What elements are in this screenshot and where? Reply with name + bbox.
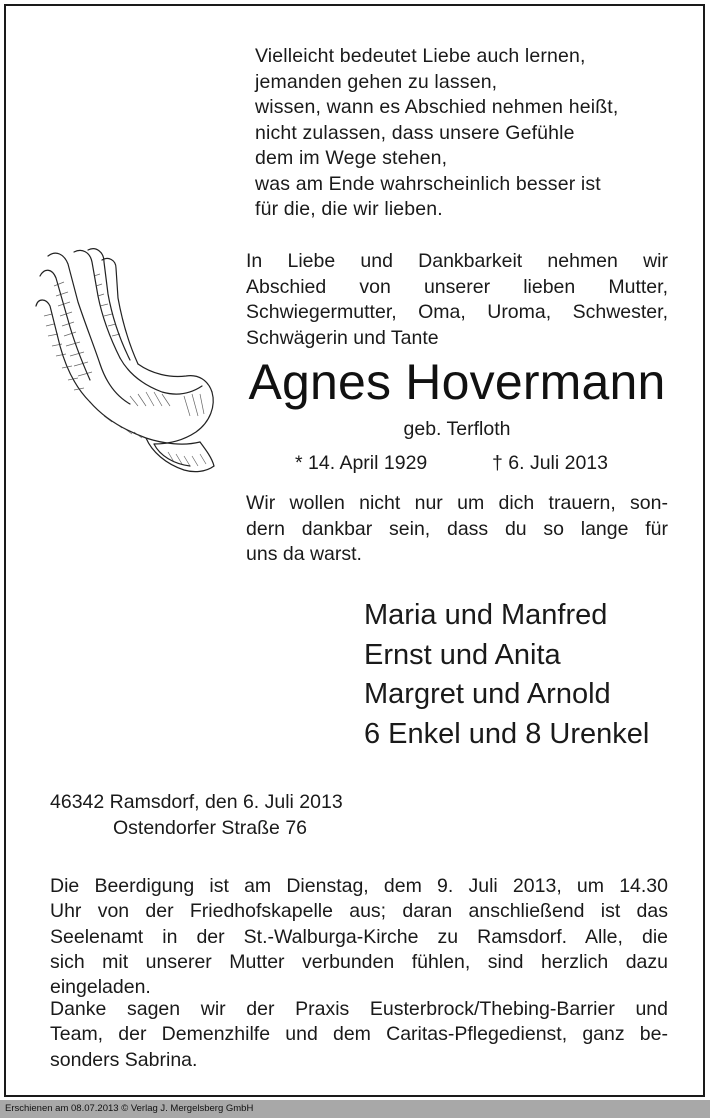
- funeral-line: sich mit unserer Mutter verbunden fühlen, sind herzlich dazu: [50, 950, 668, 973]
- intro-line: In Liebe und Dankbarkeit nehmen wir: [246, 250, 668, 272]
- acknowledgement-line: sonders Sabrina.: [50, 1048, 198, 1071]
- funeral-line: Die Beerdigung ist am Dienstag, dem 9. Juli 2013, um 14.30: [50, 875, 668, 897]
- acknowledgement: [50, 997, 668, 1073]
- funeral-notice: [50, 874, 668, 1000]
- family-member: Ernst und Anita: [364, 638, 561, 671]
- mourning-paragraph: [246, 491, 668, 568]
- address-block: [50, 789, 450, 841]
- family-member: Margret und Arnold: [364, 678, 611, 710]
- family-member: Maria und Manfred: [364, 599, 608, 631]
- maiden-name: geb. Terfloth: [403, 418, 511, 440]
- poem-line: Vielleicht bedeutet Liebe auch lernen,: [255, 45, 586, 67]
- poem-line: jemanden gehen zu lassen,: [255, 70, 498, 93]
- family-signatures: [364, 596, 684, 754]
- street-address: Ostendorfer Straße 76: [113, 817, 308, 839]
- poem: [255, 44, 675, 223]
- publication-footer: [0, 1100, 710, 1118]
- praying-hands-icon: [34, 246, 220, 478]
- poem-line: was am Ende wahrscheinlich besser ist: [255, 172, 601, 195]
- poem-line: für die, die wir lieben.: [255, 198, 443, 220]
- deceased-name: Agnes Hovermann: [248, 354, 666, 410]
- funeral-line: Uhr von der Friedhofskapelle aus; daran anschließend ist das: [50, 900, 668, 923]
- mourning-line: Wir wollen nicht nur um dich trauern, son-: [246, 492, 668, 514]
- funeral-line: Seelenamt in der St.-Walburga-Kirche zu Ramsdorf. Alle, die: [50, 925, 668, 948]
- acknowledgement-line: Danke sagen wir der Praxis Eusterbrock/Thebing-Barrier und: [50, 998, 668, 1020]
- poem-line: dem im Wege stehen,: [255, 147, 448, 169]
- intro-line: Schwiegermutter, Oma, Uroma, Schwester,: [246, 301, 668, 323]
- birth-date: * 14. April 1929: [295, 452, 428, 474]
- intro-text: [246, 249, 668, 351]
- family-member: 6 Enkel und 8 Urenkel: [364, 717, 650, 750]
- acknowledgement-line: Team, der Demenzhilfe und dem Caritas-Pflegedienst, ganz be-: [50, 1023, 668, 1046]
- intro-line: Abschied von unserer lieben Mutter,: [246, 275, 668, 298]
- mourning-line: dern dankbar sein, dass du so lange für: [246, 517, 668, 540]
- mourning-line: uns da warst.: [246, 543, 362, 565]
- death-date: † 6. Juli 2013: [492, 452, 609, 474]
- publication-credit: Erschienen am 08.07.2013 © Verlag J. Mergelsberg GmbH: [5, 1103, 254, 1114]
- place-date: 46342 Ramsdorf, den 6. Juli 2013: [50, 791, 343, 813]
- intro-line: Schwägerin und Tante: [246, 326, 439, 349]
- funeral-line: eingeladen.: [50, 976, 151, 999]
- obituary-frame: [4, 4, 705, 1097]
- poem-line: wissen, wann es Abschied nehmen heißt,: [255, 96, 619, 118]
- poem-line: nicht zulassen, dass unsere Gefühle: [255, 121, 575, 144]
